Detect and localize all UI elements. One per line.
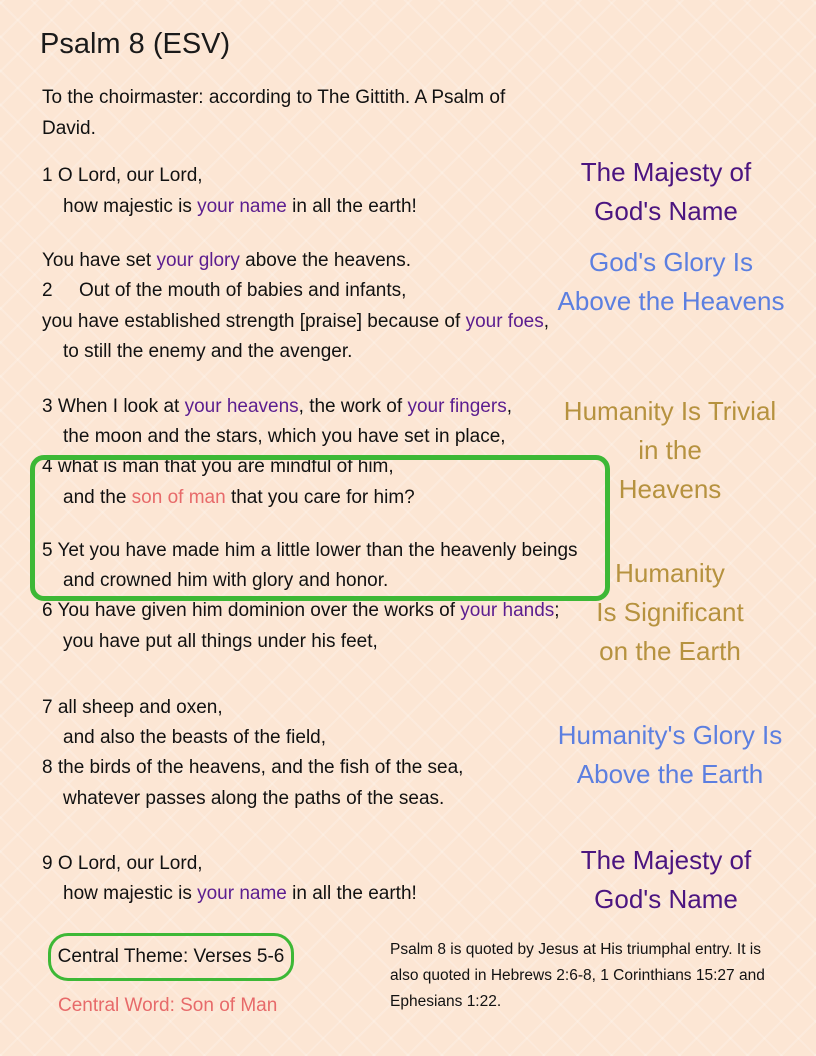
verse-line: 4 what is man that you are mindful of him, bbox=[42, 456, 394, 477]
verse-line: 5 Yet you have made him a little lower than the heavenly beings bbox=[42, 540, 578, 561]
central-theme-badge: Central Theme: Verses 5-6 bbox=[48, 933, 294, 981]
page-title: Psalm 8 (ESV) bbox=[40, 28, 231, 60]
verse-line: and crowned him with glory and honor. bbox=[63, 570, 389, 591]
verse-line: how majestic is your name in all the earth! bbox=[63, 883, 417, 904]
highlight-phrase: your glory bbox=[156, 250, 240, 271]
highlight-phrase: your hands bbox=[460, 600, 555, 621]
highlight-phrase: your foes bbox=[465, 311, 544, 332]
verse-line: You have set your glory above the heavens. bbox=[42, 250, 412, 271]
verse-line: and also the beasts of the field, bbox=[63, 727, 327, 748]
verse-line: 3 When I look at your heavens, the work of your fingers, bbox=[42, 396, 512, 417]
highlight-phrase: your name bbox=[197, 883, 287, 904]
verse-line: 9 O Lord, our Lord, bbox=[42, 853, 203, 874]
central-word-label: Central Word: Son of Man bbox=[58, 995, 278, 1016]
section-heading-glory-heavens: God's Glory Is Above the Heavens bbox=[557, 247, 785, 316]
central-theme-highlight-box bbox=[30, 455, 610, 601]
section-heading-majesty: The Majesty of God's Name bbox=[580, 157, 752, 226]
verse-line: and the son of man that you care for him? bbox=[63, 487, 415, 508]
verse-line: 8 the birds of the heavens, and the fish of the sea, bbox=[42, 757, 464, 778]
verse-line: 1 O Lord, our Lord, bbox=[42, 165, 203, 186]
section-heading-humanity-glory: Humanity's Glory Is Above the Earth bbox=[557, 720, 783, 789]
verse-line: 2 Out of the mouth of babies and infants, bbox=[42, 280, 407, 301]
verse-line: you have put all things under his feet, bbox=[63, 631, 378, 652]
verse-line: 7 all sheep and oxen, bbox=[42, 697, 223, 718]
highlight-phrase: your heavens bbox=[184, 396, 299, 417]
verse-line: how majestic is your name in all the earth! bbox=[63, 196, 417, 217]
verse-line: 6 You have given him dominion over the works of your hands; bbox=[42, 600, 560, 621]
section-heading-majesty-closing: The Majesty of God's Name bbox=[580, 845, 752, 914]
verse-line: you have established strength [praise] because of your foes, bbox=[42, 311, 549, 332]
verse-line: to still the enemy and the avenger. bbox=[63, 341, 353, 362]
quotation-note: Psalm 8 is quoted by Jesus at His triumphal entry. It is also quoted in Hebrews 2:6-8, 1 Corinthians 15:27 and Ephesians 1:22. bbox=[390, 941, 765, 1010]
verse-line: the moon and the stars, which you have set in place, bbox=[63, 426, 506, 447]
highlight-phrase: your name bbox=[197, 196, 287, 217]
verse-line: whatever passes along the paths of the seas. bbox=[63, 788, 445, 809]
section-heading-humanity-trivial: Humanity Is Trivial in the Heavens bbox=[563, 396, 777, 504]
highlight-phrase: your fingers bbox=[407, 396, 507, 417]
central-word-phrase: son of man bbox=[131, 487, 226, 508]
section-heading-humanity-significant: Humanity Is Significant on the Earth bbox=[596, 558, 744, 666]
psalm-superscription: To the choirmaster: according to The Gittith. A Psalm of David. bbox=[42, 87, 506, 139]
